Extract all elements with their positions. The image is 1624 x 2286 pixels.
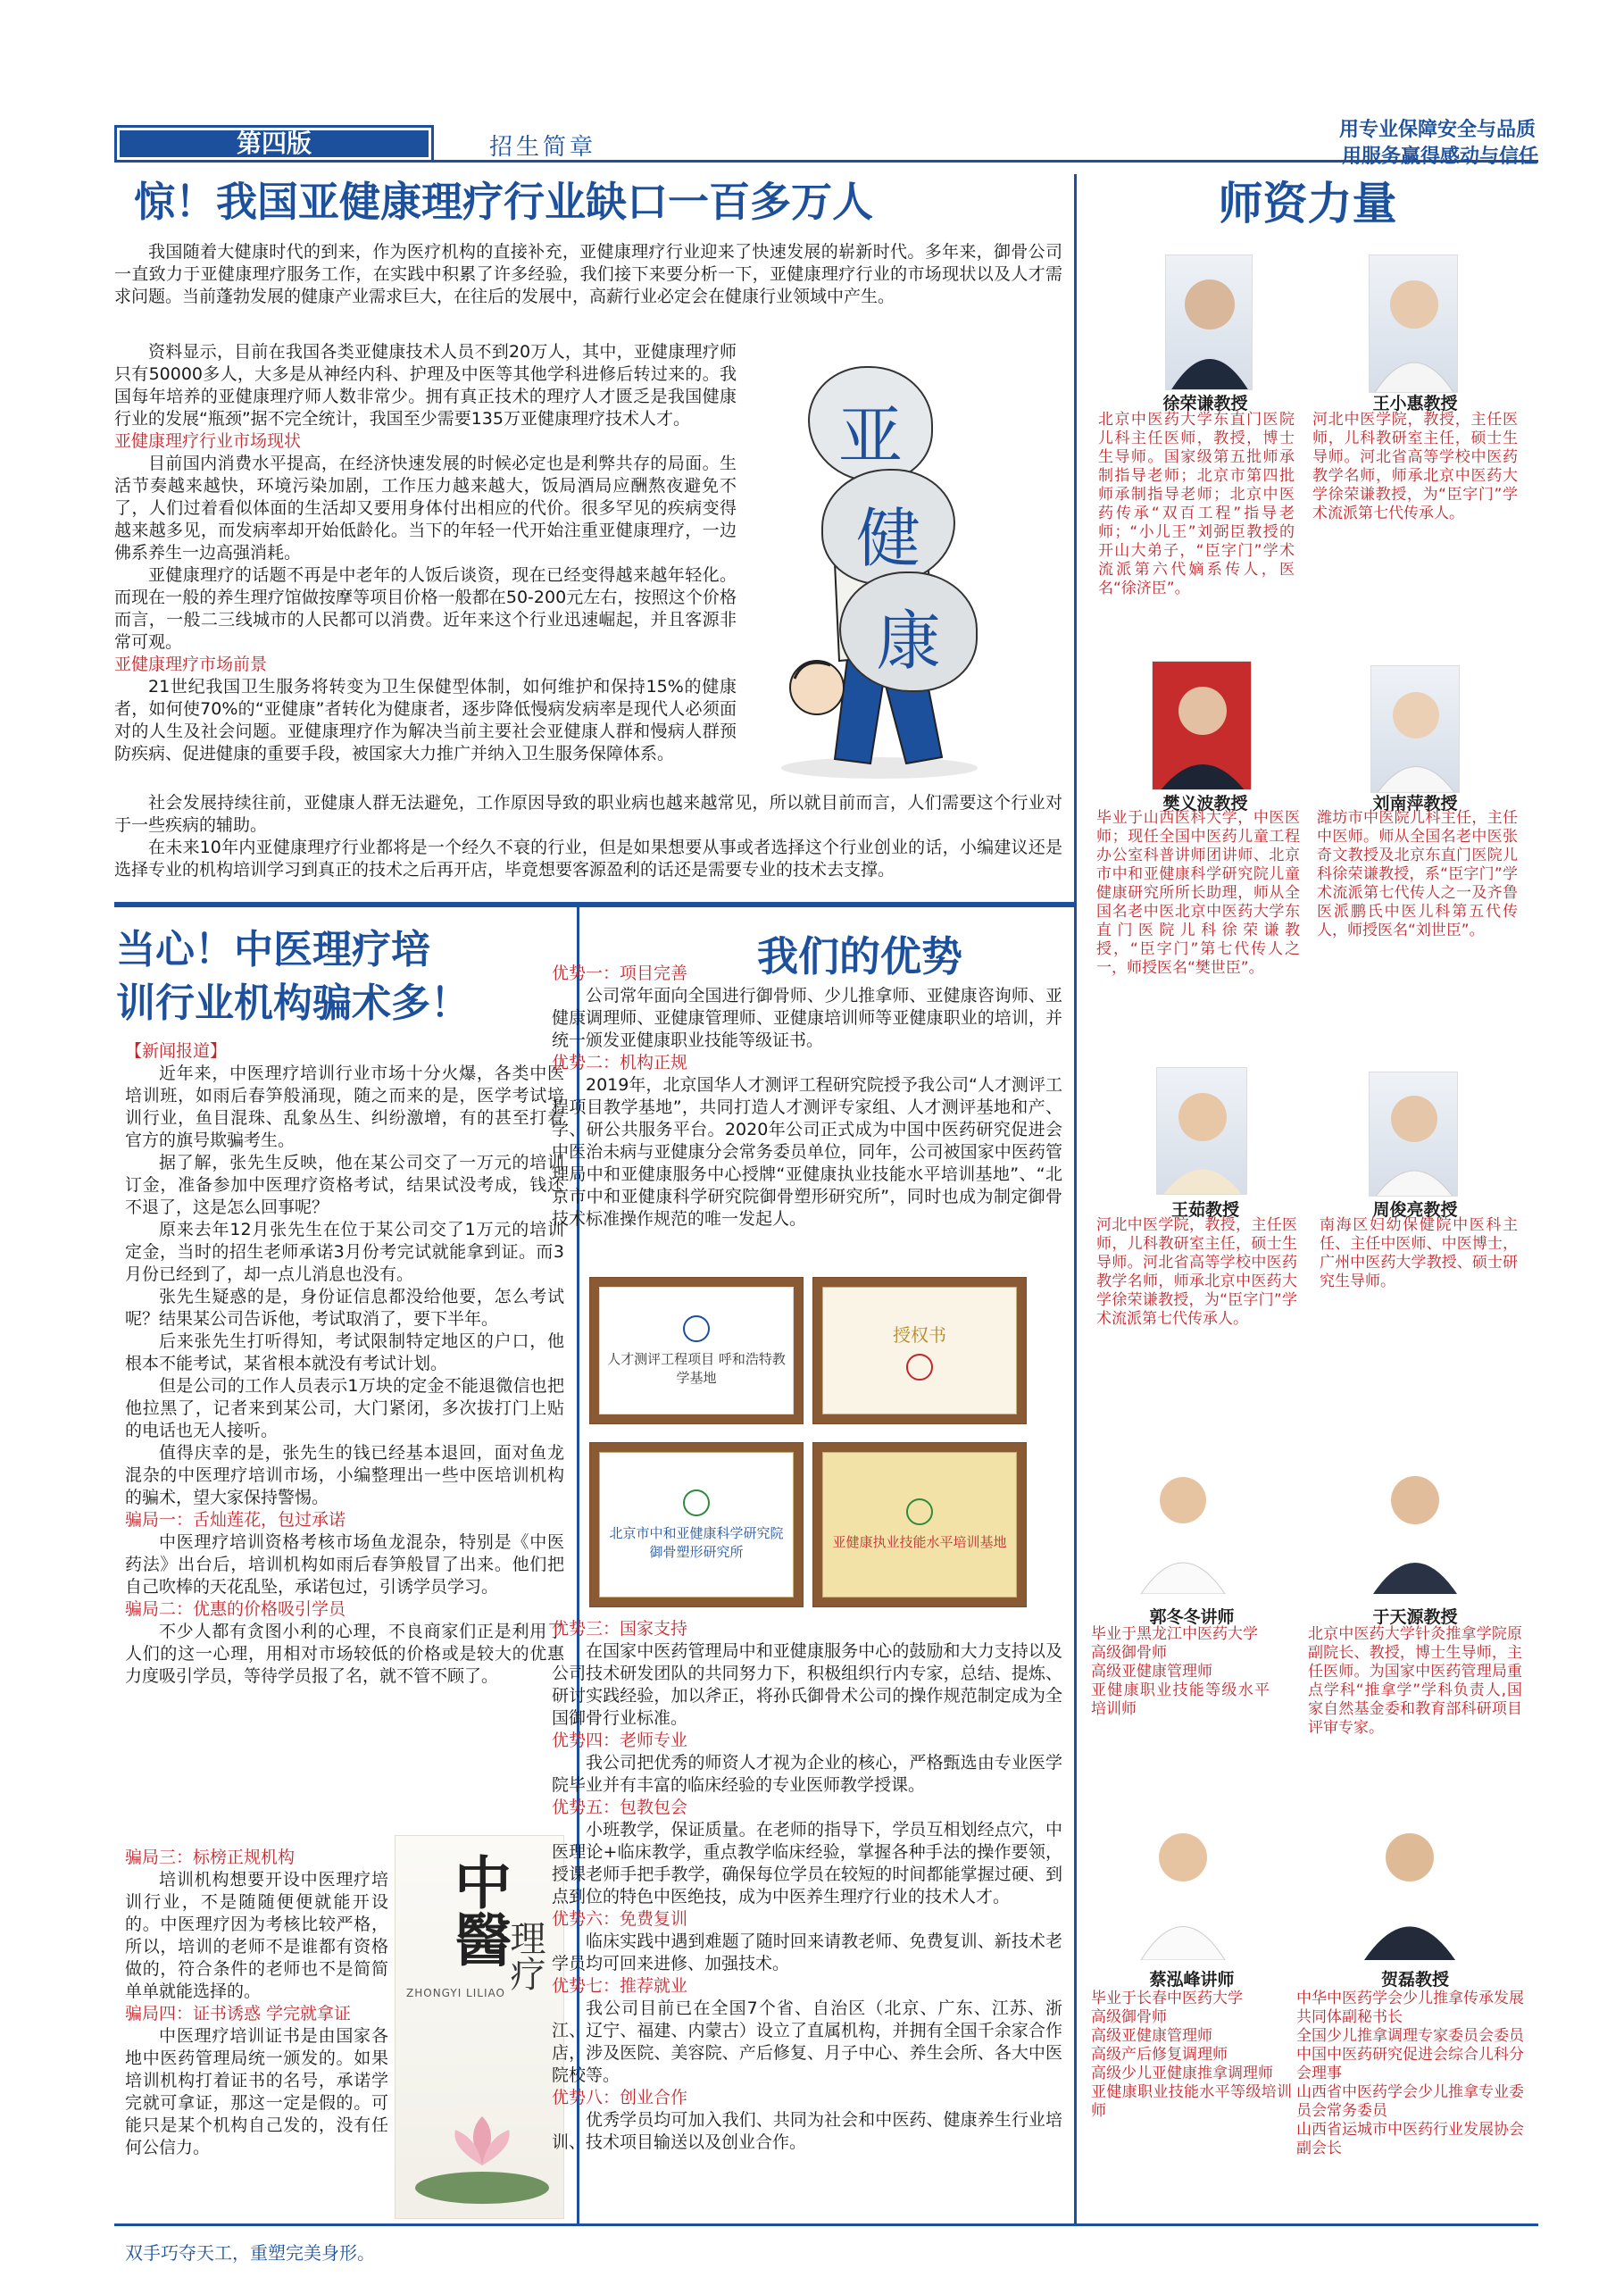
certificate-plaque xyxy=(589,1277,804,1424)
teacher-photo xyxy=(1156,1067,1247,1195)
article3-paragraph: 在国家中医药管理局中和亚健康服务中心的鼓励和大力支持以及公司技术研发团队的共同努力下，积极组织行内专家，总结、提炼、研讨实践经验，加以斧正，将孙氏御骨术公司的操作规范制定成为全国御骨行业标准。 xyxy=(552,1641,1062,1728)
teacher-photo xyxy=(1369,254,1458,393)
lotus-decoration xyxy=(402,2081,558,2218)
tcm-art-sub: 理疗 xyxy=(504,1920,545,1991)
teacher-name: 刘南萍教授 xyxy=(1372,794,1458,813)
teacher-desc: 潍坊市中医院儿科主任，主任中医师。师从全国名老中医张奇文教授及北京东直门医院儿科徐荣谦教授，系“臣字门”学术流派第七代传人之一及齐鲁医派鹏氏中医儿科第五代传人，师授医名“刘世臣”。 xyxy=(1317,809,1518,939)
teacher-desc: 北京中医药大学东直门医院儿科主任医师，教授，博士生导师。国家级第五批师承制指导老师；北京市第四批师承制指导老师；北京中医药传承“双百工程”指导老师；“小儿王”刘弼臣教授的开山大弟子，“臣字门”学术流派第六代嫡系传人，医名“徐济臣”。 xyxy=(1098,411,1295,597)
teacher-desc: 中华中医药学会少儿推拿传承发展共同体副秘书长 全国少儿推拿调理专家委员会委员 中国中医药研究促进会综合儿科分会理事 山西省中医药学会少儿推拿专业委员会常务委员 山西省运城市中医药行业发展协会副会长 xyxy=(1296,1990,1524,2157)
slogan-1: 用专业保障安全与品质 xyxy=(1338,118,1536,141)
article2-paragraph: 后来张先生打听得知，考试限制特定地区的户口，他根本不能考试，某省根本就没有考试计划。 xyxy=(125,1331,564,1373)
article2-paragraph: 培训机构想要开设中医理疗培训行业，不是随随便便就能开设的。中医理疗因为考核比较严格，所以，培训的老师不是谁都有资格做的，符合条件的老师也不是简简单单就能选择的。 xyxy=(125,1870,388,2001)
teacher-name: 王茹教授 xyxy=(1170,1200,1239,1220)
illustration-char-2: 健 xyxy=(855,501,920,576)
teacher-desc: 毕业于山西医科大学，中医医师；现任全国中医药儿童工程办公室科普讲师团讲师、北京市中和亚健康科学研究院儿童健康研究所所长助理，师从全国名老中医北京中医药大学东直门医院儿科徐荣谦教授，“臣字门”第七代传人之一，师授医名“樊世臣”。 xyxy=(1096,809,1300,977)
illustration-char-1: 亚 xyxy=(837,398,903,473)
seal-icon xyxy=(683,1489,710,1516)
teacher-photo xyxy=(1366,1456,1464,1594)
teacher-desc: 毕业于长春中医药大学 高级御骨师 高级亚健康管理师 高级产后修复调理师 高级少儿亚健康推拿调理师 亚健康职业技能水平等级培训师 xyxy=(1091,1990,1292,2120)
section-label: 招生简章 xyxy=(489,134,597,161)
tcm-art-pinyin: ZHONGYI LILIAO xyxy=(406,1987,505,1999)
article3-body xyxy=(552,963,1062,1231)
article2-title-line2: 训行业机构骗术多！ xyxy=(116,980,470,1026)
tcm-art-big: 中醫 xyxy=(445,1853,512,1967)
slogan-2: 用服务赢得感动与信任 xyxy=(1341,145,1538,168)
advantage-heading: 优势一：项目完善 xyxy=(552,964,688,983)
teacher-name: 于天源教授 xyxy=(1372,1607,1458,1627)
seal-icon xyxy=(906,1498,933,1525)
advantage-heading: 优势六：免费复训 xyxy=(552,1909,688,1929)
article1-paragraph: 21世纪我国卫生服务将转变为卫生保健型体制，如何维护和保持15%的健康者，如何使70%的“亚健康”者转化为健康者，逐步降低慢病发病率是现代人必须面对的人生及社会问题。亚健康理疗作为解决当前主要社会亚健康人群和慢病人群预防疾病、促进健康的重要手段，被国家大力推广并纳入卫生服务保障体系。 xyxy=(114,677,737,763)
article2-paragraph: 中医理疗培训资格考核市场鱼龙混杂，特别是《中医药法》出台后，培训机构如雨后春笋般冒了出来。他们把自己吹棒的天花乱坠，承诺包过，引诱学员学习。 xyxy=(125,1532,564,1597)
article1-paragraph: 目前国内消费水平提高，在经济快速发展的时候必定也是利弊共存的局面。生活节奏越来越快，环境污染加剧，工作压力越来越大，饭局酒局应酬熬夜避免不了，人们过着看似体面的生活却又要用身体付出相应的代价。很多罕见的疾病变得越来越多见，而发病率却开始低龄化。当下的年轻一代开始注重亚健康理疗，一边佛系养生一边高强消耗。 xyxy=(114,454,737,563)
scam-heading: 骗局一：舌灿莲花，包过承诺 xyxy=(125,1510,346,1530)
teacher-name: 蔡泓峰讲师 xyxy=(1149,1970,1235,1990)
article2-title-line1: 当心！中医理疗培 xyxy=(116,927,430,972)
certificate-title: 授权书 xyxy=(893,1324,946,1346)
divider-bottom xyxy=(114,2223,1538,2226)
teacher-name: 樊义波教授 xyxy=(1162,794,1248,813)
teacher-photo xyxy=(1370,665,1460,793)
article2-paragraph: 据了解，张先生反映，他在某公司交了一万元的培训订金，准备参加中医理疗资格考试，结果试没考成，钱还不退了，这是怎么回事呢？ xyxy=(125,1153,564,1217)
article1-body-left xyxy=(114,341,737,765)
teacher-name: 徐荣谦教授 xyxy=(1162,394,1248,413)
article3-paragraph: 小班教学，保证质量。在老师的指导下，学员互相划经点穴，中医理论+临床教学，重点教学临床经验，掌握各种手法的操作要领，授课老师手把手教学，确保每位学员在较短的时间都能掌握过硬、到点到位的特色中医绝技，成为中医养生理疗行业的技术人才。 xyxy=(552,1820,1062,1906)
article3-paragraph: 2019年，北京国华人才测评工程研究院授予我公司“人才测评工程项目教学基地”，共同打造人才测评专家组、人才测评基地和产、学、研公共服务平台。2020年公司正式成为中国中医药研究促进会中医治未病与亚健康分会常务委员单位，同年，公司被国家中医药管理局中和亚健康服务中心授牌“亚健康执业技能水平培训基地”、“北京市中和亚健康科学研究院御骨塑形研究所”，同时也成为制定御骨技术标准操作规范的唯一发起人。 xyxy=(552,1075,1062,1229)
scam-heading: 骗局三：标榜正规机构 xyxy=(125,1848,296,1867)
divider-vertical-right xyxy=(1074,174,1077,2223)
article3-title: 我们的优势 xyxy=(757,932,962,980)
teacher-desc: 河北中医学院，教授，主任医师，儿科教研室主任，硕士生导师。河北省高等学校中医药教学名师，师承北京中医药大学徐荣谦教授，为“臣字门”学术流派第七代传承人。 xyxy=(1312,411,1518,522)
article1-paragraph: 在未来10年内亚健康理疗行业都将是一个经久不衰的行业，但是如果想要从事或者选择这个行业创业的话，小编建议还是选择专业的机构培训学习到真正的技术之后再开店，毕竟想要客源盈利的话还是需要专业的技术去支撑。 xyxy=(114,838,1062,880)
certificate-plaque xyxy=(589,1442,804,1607)
article2-paragraph: 但是公司的工作人员表示1万块的定金不能退微信也把他拉黑了，记者来到某公司，大门紧闭，多次拔打门上贴的电话也无人接听。 xyxy=(125,1376,564,1440)
teacher-name: 郭冬冬讲师 xyxy=(1149,1607,1235,1627)
article2-paragraph: 原来去年12月张先生在位于某公司交了1万元的培训定金，当时的招生老师承诺3月份考完试就能拿到证。而3月份已经到了，却一点儿消息也没有。 xyxy=(125,1220,564,1284)
advantage-heading: 优势二：机构正规 xyxy=(552,1053,688,1072)
teacher-desc: 毕业于黑龙江中医药大学 高级御骨师 高级亚健康管理师 亚健康职业技能等级水平培训师 xyxy=(1091,1625,1270,1718)
article1-paragraph: 资料显示，目前在我国各类亚健康技术人员不到20万人，其中，亚健康理疗师只有50000多人，大多是从神经内科、护理及中医等其他学科进修后转过来的。我国每年培养的亚健康理疗师人数非常少。拥有真正技术的理疗人才匮乏是我国健康行业的发展“瓶颈”据不完全统计，我国至少需要135万亚健康理疗技术人才。 xyxy=(114,342,737,429)
teacher-photo xyxy=(1369,1072,1458,1197)
article2-body xyxy=(125,1040,564,1688)
article1-paragraph: 社会发展持续往前，亚健康人群无法避免，工作原因导致的职业病也越来越常见，所以就目前而言，人们需要这个行业对于一些疾病的辅助。 xyxy=(114,793,1062,835)
edition-label: 第四版 xyxy=(236,129,312,158)
teacher-photo xyxy=(1357,1808,1462,1960)
article1-subheading: 亚健康理疗行业市场现状 xyxy=(114,431,302,451)
article1-body-bottom xyxy=(114,792,1062,881)
article1-title: 惊！我国亚健康理疗行业缺口一百多万人 xyxy=(134,178,873,226)
article2-paragraph: 近年来，中医理疗培训行业市场十分火爆，各类中医培训班，如雨后春笋般涌现，随之而来的是，医学考试培训行业，鱼目混珠、乱象丛生、纠纷激增，有的甚至打着官方的旗号欺骗考生。 xyxy=(125,1064,564,1150)
article2-paragraph: 中医理疗培训证书是由国家各地中医药管理局统一颁发的。如果培训机构打着证书的名号，承诺学完就可拿证，那这一定是假的。可能只是某个机构自己发的，没有任何公信力。 xyxy=(125,2026,388,2157)
illustration-char-3: 康 xyxy=(876,604,941,679)
seal-icon xyxy=(906,1354,933,1381)
scam-heading: 骗局四：证书诱惑 学完就拿证 xyxy=(125,2004,352,2023)
advantage-heading: 优势七：推荐就业 xyxy=(552,1976,688,1996)
article1-paragraph: 亚健康理疗的话题不再是中老年的人饭后谈资，现在已经变得越来越年轻化。而现在一般的养生理疗馆做按摩等项目价格一般都在50-200元左右，按照这个价格而言，一般二三线城市的人民都可以消费。近年来这个行业迅速崛起，并且客源非常可观。 xyxy=(114,565,737,652)
article1-paragraph: 我国随着大健康时代的到来，作为医疗机构的直接补充，亚健康理疗行业迎来了快速发展的崭新时代。多年来，御骨公司一直致力于亚健康理疗服务工作，在实践中积累了许多经验，我们接下来要分析一下，亚健康理疗行业的市场现状以及人才需求问题。当前蓬勃发展的健康产业需求巨大，在往后的发展中，高薪行业必定会在健康行业领域中产生。 xyxy=(114,242,1062,306)
article2-paragraph: 张先生疑惑的是，身份证信息都没给他要，怎么考试呢？结果某公司告诉他，考试取消了，要下半年。 xyxy=(125,1287,564,1329)
teacher-name: 周俊亮教授 xyxy=(1372,1200,1458,1220)
article3-paragraph: 临床实践中遇到难题了随时回来请教老师、免费复训、新技术老学员均可回来进修、加强技术。 xyxy=(552,1931,1062,1973)
article3-paragraph: 优秀学员均可加入我们、共同为社会和中医药、健康养生行业培训、技术项目输送以及创业合作。 xyxy=(552,2110,1062,2152)
teacher-photo xyxy=(1134,1456,1232,1594)
article2-paragraph: 值得庆幸的是，张先生的钱已经基本退回，面对鱼龙混杂的中医理疗培训市场，小编整理出一些中医培训机构的骗术，望大家保持警惕。 xyxy=(125,1443,564,1507)
advantage-heading: 优势八：创业合作 xyxy=(552,2088,688,2107)
advantage-heading: 优势三：国家支持 xyxy=(552,1619,688,1639)
article3-body-lower xyxy=(552,1618,1062,2154)
divider-horizontal-left xyxy=(114,902,1074,907)
teacher-photo xyxy=(1152,661,1252,790)
teacher-photo xyxy=(1134,1808,1232,1960)
advantage-heading: 优势四：老师专业 xyxy=(552,1731,688,1750)
teacher-name: 贺磊教授 xyxy=(1380,1970,1449,1990)
seal-icon xyxy=(683,1315,710,1342)
article1-body-top xyxy=(114,241,1062,308)
teacher-photo xyxy=(1165,254,1253,390)
article3-paragraph: 公司常年面向全国进行御骨师、少儿推拿师、亚健康咨询师、亚健康调理师、亚健康管理师、亚健康培训师等亚健康职业的培训，并统一颁发亚健康职业技能等级证书。 xyxy=(552,986,1062,1050)
advantage-heading: 优势五：包教包会 xyxy=(552,1798,688,1817)
certificate-title: 亚健康执业技能水平培训基地 xyxy=(832,1534,1007,1550)
certificate-title: 北京市中和亚健康科学研究院 御骨塑形研究所 xyxy=(609,1524,784,1560)
article3-paragraph: 我公司目前已在全国7个省、自治区（北京、广东、江苏、浙江、辽宁、福建、内蒙古）设立了直属机构，并拥有全国千余家合作店，涉及医院、美容院、产后修复、月子中心、养生会所、各大中医院校等。 xyxy=(552,1998,1062,2085)
teacher-desc: 南海区妇幼保健院中医科主任、主任中医师、中医博士，广州中医药大学教授、硕士研究生导师。 xyxy=(1320,1216,1518,1290)
article3-paragraph: 我公司把优秀的师资人才视为企业的核心，严格甄选由专业医学院毕业并有丰富的临床经验的专业医师教学授课。 xyxy=(552,1753,1062,1795)
article2-body-narrow xyxy=(125,1847,388,2159)
faculty-title: 师资力量 xyxy=(1218,177,1397,229)
certificate-plaque xyxy=(812,1442,1027,1607)
footer-slogan: 双手巧夺天工，重塑完美身形。 xyxy=(125,2242,375,2264)
article1-subheading: 亚健康理疗市场前景 xyxy=(114,655,268,674)
teacher-desc: 河北中医学院，教授，主任医师，儿科教研室主任，硕士生导师。河北省高等学校中医药教学名师，师承北京中医药大学徐荣谦教授，为“臣字门”学术流派第七代传承人。 xyxy=(1096,1216,1297,1328)
teacher-desc: 北京中医药大学针灸推拿学院原副院长、教授，博士生导师，主任医师。为国家中医药管理局重点学科“推拿学”学科负责人,国家自然基金委和教育部科研项目评审专家。 xyxy=(1308,1625,1522,1737)
article2-paragraph: 不少人都有贪图小利的心理，不良商家们正是利用了人们的这一心理，用相对市场较低的价格或是较大的优惠力度吸引学员，等待学员报了名，就不管不顾了。 xyxy=(125,1622,564,1686)
teacher-name: 王小惠教授 xyxy=(1372,394,1458,413)
news-tag: 【新闻报道】 xyxy=(125,1041,228,1061)
certificate-title: 人才测评工程项目 呼和浩特教学基地 xyxy=(607,1350,786,1386)
scam-heading: 骗局二：优惠的价格吸引学员 xyxy=(125,1599,346,1619)
certificate-plaque xyxy=(812,1277,1027,1424)
